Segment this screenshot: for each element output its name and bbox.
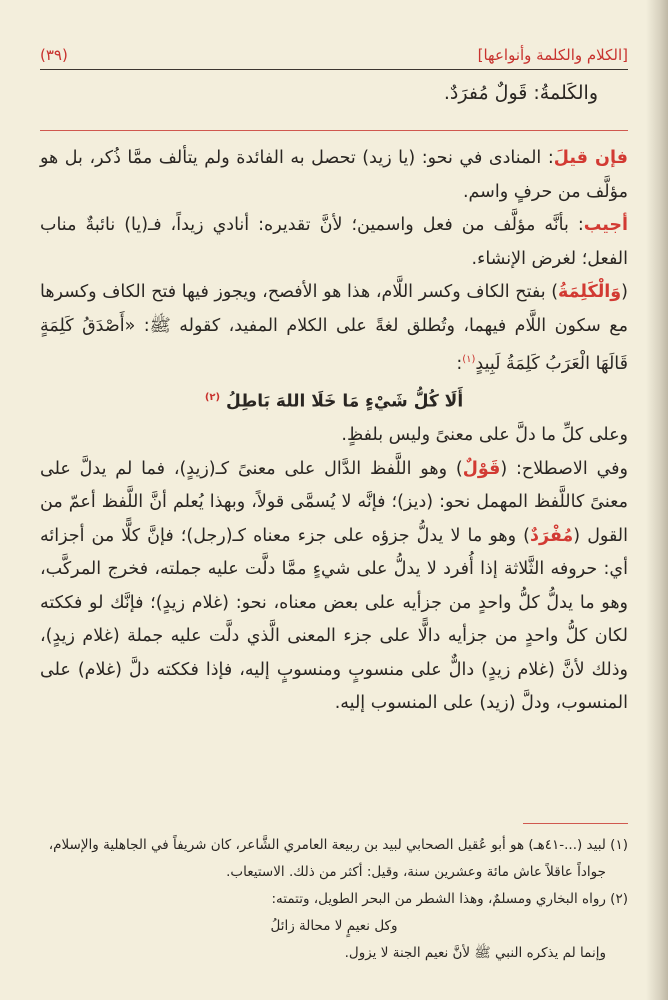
footnotes [40, 832, 628, 967]
book-page [40, 0, 628, 1000]
verse: أَلَا كُلُّ شَيْءٍ مَا خَلَا اللهَ بَاطِلُ $^{(٢)}$ [204, 391, 464, 412]
footnote: (٢) رواه البخاري ومسلمٌ، وهذا الشطر من البحر الطويل، وتتمته: [271, 891, 628, 907]
matn-text: والكَلمةُ: قَولٌ مُفرَدٌ. [443, 82, 598, 104]
footnote-ref[interactable]: (٢) [204, 392, 221, 404]
keyword: مُفْرَدٌ [529, 525, 574, 546]
keyword: أجيب [583, 215, 628, 235]
paragraph: فإن قيلَ: المنادى في نحو: (يا زيد) تحصل به الفائدة ولم يتألف ممَّا ذُكر، بل هو مؤلَّف من حرفٍ واسم. [40, 148, 628, 202]
footnote-divider [523, 823, 628, 824]
footnote-continuation: جواداً عاقلاً عاش مائة وعشرين سنة، وقيل: أكثر من ذلك. الاستيعاب. [226, 864, 606, 880]
running-head [40, 44, 628, 66]
footnote: (١) لبيد (...-٤١هـ) هو أبو عُقيل الصحابي لبيد بن ربيعة العامري الشَّاعر، كان شريفاً في الجاهلية والإسلام، [48, 837, 628, 853]
footnote-ref[interactable]: (١) [462, 354, 476, 365]
matn-divider [40, 130, 628, 131]
header-divider [40, 69, 628, 70]
commentary-body [40, 142, 628, 721]
footnote-verse: وكل نعيمٍ لا محالة زائلُ [270, 918, 398, 934]
paragraph: أجيب: بأنَّه مؤلَّف من فعل واسمين؛ لأنَّ تقديره: أنادي زيداً، فـ(يا) نائبةٌ مناب الفعل؛ لغرض الإنشاء. [40, 215, 628, 269]
paragraph: (وَالْكَلِمَةُ) بفتح الكاف وكسر اللَّام، هذا هو الأفصح، ويجوز فيها فتح الكاف وكسرها مع سكون اللَّام فيهما، وتُطلق لغةً على الكلام المفيد، كقوله ﷺ: «أَصْدَقُ كَلِمَةٍ قَالَهَا الْعَرَبُ كَلِمَةُ لَبِيدٍ$^{(١)}$: [40, 282, 628, 374]
paragraph: وعلى كلِّ ما دلَّ على معنىً وليس بلفظٍ. [341, 425, 628, 446]
footnote-continuation: وإنما لم يذكره النبي ﷺ لأنَّ نعيم الجنة لا يزول. [344, 945, 606, 961]
keyword: فإن قيلَ [553, 148, 628, 168]
paragraph: وفي الاصطلاح: (قَوْلٌ) وهو اللَّفظ الدَّال على معنىً كـ(زيدٍ)، فما لم يدلَّ على معنىً كاللَّفظ المهمل نحو: (ديز)؛ فإنَّه لا يُسمَّى قولاً، وبهذا يُعلم أنَّ اللَّفظ أعمّ من القول (مُفْرَدٌ) وهو ما لا يدلُّ جزؤه على جزء معناه كـ(رجل)؛ فإنَّ كلًّا من أجزائه أي: حروفه الثَّلاثة إذا أُفرد لا يدلُّ على شيءٍ ممَّا دلَّت عليه جملته، فخرج المركَّب، وهو ما يدلُّ كلُّ واحدٍ من جزأيه على بعض معناه، نحو: (غلام زيدٍ)؛ فإنَّك لو فككته لكان كلُّ واحدٍ من جزأيه دالًّا على جزء المعنى الَّذي دلَّت عليه جملة (غلام زيدٍ)، وذلك لأنَّ (غلام زيدٍ) دالٌّ على منسوبٍ ومنسوبٍ إليه، فإذا فككته دلَّ (غلام) على المنسوب، ودلَّ (زيد) على المنسوب إليه. [40, 458, 628, 714]
keyword: وَالْكَلِمَةُ [558, 282, 622, 302]
keyword: قَوْلٌ [462, 458, 501, 479]
page-number: (٣٩) [40, 46, 68, 64]
chapter-title: [الكلام والكلمة وأنواعها] [477, 46, 628, 64]
book-spine-shadow [646, 0, 668, 1000]
